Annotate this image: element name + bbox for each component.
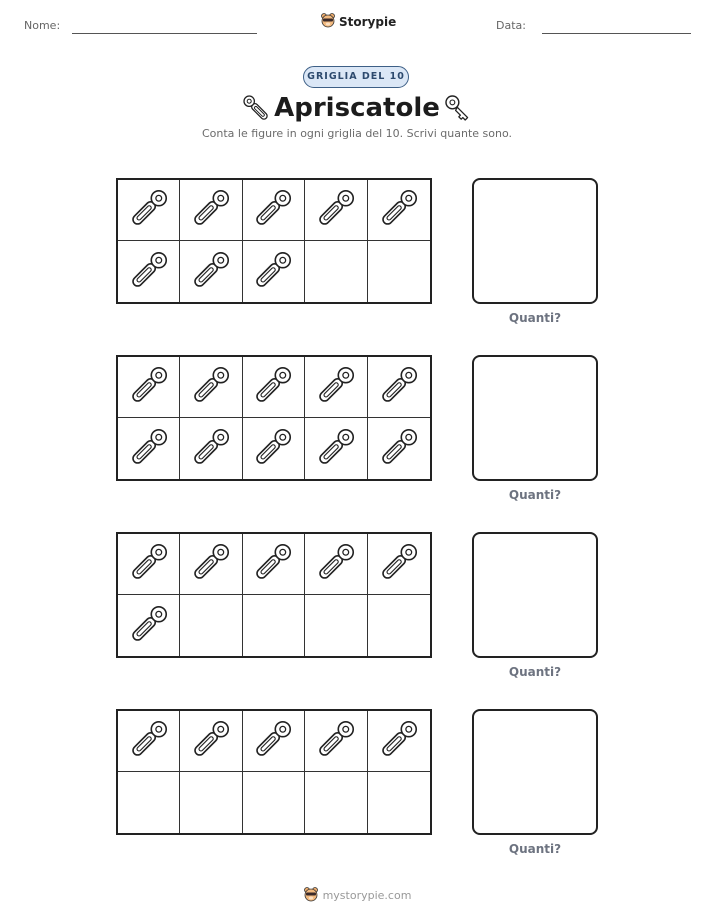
- can-opener-icon: [376, 362, 422, 412]
- key-icon: [442, 92, 474, 128]
- answer-box-1[interactable]: [472, 178, 598, 304]
- can-opener-icon: [313, 185, 359, 235]
- can-opener-icon: [250, 716, 296, 766]
- can-opener-icon: [376, 424, 422, 474]
- ten-frame-cell: [180, 241, 242, 302]
- ten-frame-cell: [243, 772, 305, 833]
- answer-box-2[interactable]: [472, 355, 598, 481]
- can-opener-icon: [376, 539, 422, 589]
- ten-frame-2: [116, 355, 432, 481]
- can-opener-icon: [126, 424, 172, 474]
- ten-frame-cell: [243, 418, 305, 479]
- worksheet-badge: GRIGLIA DEL 10: [303, 66, 409, 88]
- name-label: Nome:: [24, 19, 61, 32]
- instructions: Conta le figure in ogni griglia del 10. Scrivi quante sono.: [201, 127, 512, 140]
- ten-frame-cell: [180, 418, 242, 479]
- ten-frame-cell: [368, 241, 430, 302]
- ten-frame-3: [116, 532, 432, 658]
- ten-frame-cell: [368, 180, 430, 241]
- answer-label: Quanti?: [508, 665, 562, 679]
- ten-frame-cell: [180, 357, 242, 418]
- can-opener-icon: [126, 716, 172, 766]
- can-opener-icon: [188, 716, 234, 766]
- can-opener-icon: [376, 716, 422, 766]
- ten-frame-cell: [118, 595, 180, 656]
- ten-frame-cell: [305, 711, 367, 772]
- bear-logo-icon: [303, 886, 319, 905]
- date-label: Data:: [496, 19, 526, 32]
- bear-logo-icon: [320, 12, 336, 32]
- ten-frame-cell: [368, 711, 430, 772]
- ten-frame-cell: [243, 357, 305, 418]
- ten-frame-cell: [118, 534, 180, 595]
- can-opener-icon: [126, 247, 172, 297]
- ten-frame-cell: [180, 534, 242, 595]
- ten-frame-cell: [305, 180, 367, 241]
- ten-frame-cell: [305, 357, 367, 418]
- ten-frame-cell: [368, 595, 430, 656]
- ten-frame-cell: [368, 772, 430, 833]
- ten-frame-cell: [305, 534, 367, 595]
- can-opener-icon: [250, 247, 296, 297]
- ten-frame-cell: [118, 418, 180, 479]
- ten-frame-cell: [305, 418, 367, 479]
- brand-logo: [320, 12, 396, 32]
- can-opener-icon: [250, 539, 296, 589]
- can-opener-icon: [250, 185, 296, 235]
- ten-frame-cell: [180, 595, 242, 656]
- can-opener-icon: [250, 362, 296, 412]
- answer-label: Quanti?: [508, 488, 562, 502]
- ten-frame-cell: [305, 772, 367, 833]
- can-opener-icon: [126, 185, 172, 235]
- can-opener-icon: [188, 539, 234, 589]
- ten-frame-cell: [243, 595, 305, 656]
- can-opener-icon: [376, 185, 422, 235]
- answer-label: Quanti?: [508, 311, 562, 325]
- ten-frame-cell: [305, 595, 367, 656]
- ten-frame-cell: [118, 357, 180, 418]
- ten-frame-cell: [368, 534, 430, 595]
- ten-frame-cell: [180, 711, 242, 772]
- ten-frame-cell: [180, 180, 242, 241]
- can-opener-icon: [313, 424, 359, 474]
- answer-label: Quanti?: [508, 842, 562, 856]
- can-opener-icon: [126, 601, 172, 651]
- ten-frame-cell: [305, 241, 367, 302]
- ten-frame-cell: [118, 180, 180, 241]
- ten-frame-4: [116, 709, 432, 835]
- can-opener-icon: [126, 362, 172, 412]
- page-title: Apriscatole: [274, 93, 440, 123]
- ten-frame-cell: [118, 772, 180, 833]
- ten-frame-cell: [368, 418, 430, 479]
- answer-box-4[interactable]: [472, 709, 598, 835]
- ten-frame-cell: [243, 241, 305, 302]
- ten-frame-cell: [243, 711, 305, 772]
- can-opener-icon: [188, 362, 234, 412]
- ten-frame-cell: [243, 180, 305, 241]
- ten-frame-cell: [243, 534, 305, 595]
- footer-url[interactable]: mystorypie.com: [322, 889, 412, 902]
- can-opener-icon: [250, 424, 296, 474]
- answer-box-3[interactable]: [472, 532, 598, 658]
- can-opener-icon: [313, 716, 359, 766]
- can-opener-icon: [126, 539, 172, 589]
- can-opener-icon: [188, 247, 234, 297]
- can-opener-icon: [188, 424, 234, 474]
- ten-frame-cell: [118, 711, 180, 772]
- brand-name: Storypie: [339, 15, 397, 29]
- ten-frame-cell: [180, 772, 242, 833]
- can-opener-icon: [313, 539, 359, 589]
- ten-frame-1: [116, 178, 432, 304]
- name-line[interactable]: [72, 33, 257, 34]
- date-line[interactable]: [542, 33, 691, 34]
- can-opener-icon: [188, 185, 234, 235]
- ten-frame-cell: [368, 357, 430, 418]
- footer: [0, 886, 714, 905]
- ten-frame-cell: [118, 241, 180, 302]
- can-opener-icon: [313, 362, 359, 412]
